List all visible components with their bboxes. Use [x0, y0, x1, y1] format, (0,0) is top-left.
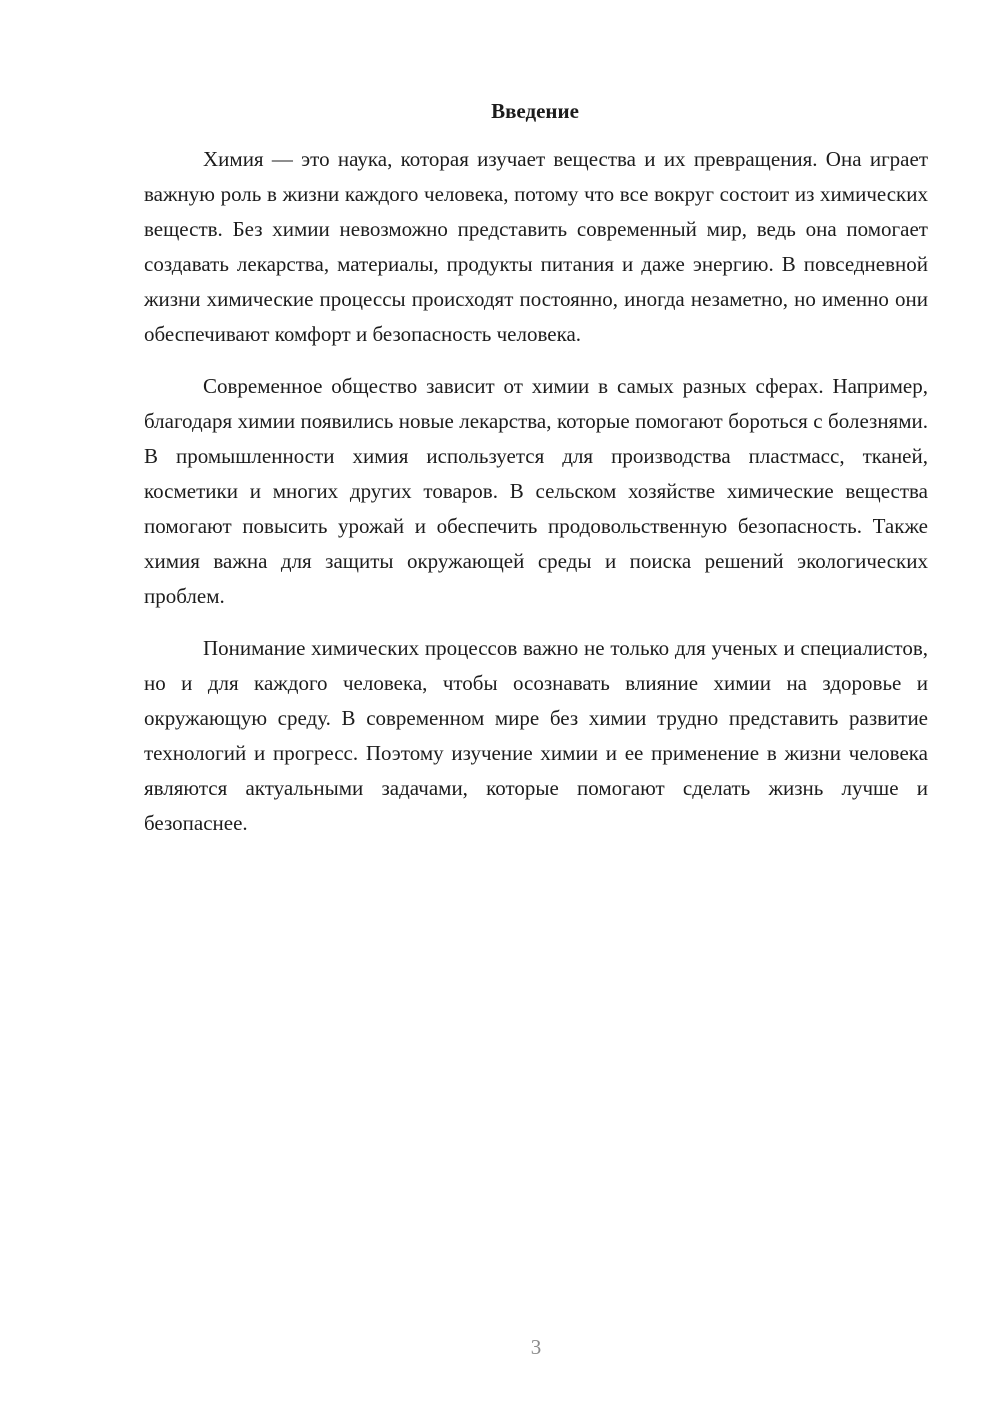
document-body [144, 142, 928, 858]
page-title: Введение [491, 99, 579, 123]
page-number: 3 [530, 1335, 542, 1359]
paragraph-3: Понимание химических процессов важно не только для ученых и специалистов, но и для каждого человека, чтобы осознавать влияние химии на здоровье и окружающую среду. В современном мире без химии трудно представить развитие технологий и прогресс. Поэтому изучение химии и ее применение в жизни человека являются актуальными задачами, которые помогают сделать жизнь лучше и безопаснее. [144, 636, 928, 835]
paragraph-2: Современное общество зависит от химии в самых разных сферах. Например, благодаря химии появились новые лекарства, которые помогают бороться с болезнями. В промышленности химия используется для производства пластмасс, тканей, косметики и многих других товаров. В сельском хозяйстве химические вещества помогают повысить урожай и обеспечить продовольственную безопасность. Также химия важна для защиты окружающей среды и поиска решений экологических проблем. [144, 374, 928, 608]
paragraph-1: Химия — это наука, которая изучает вещества и их превращения. Она играет важную роль в жизни каждого человека, потому что все вокруг состоит из химических веществ. Без химии невозможно представить современный мир, ведь она помогает создавать лекарства, материалы, продукты питания и даже энергию. В повседневной жизни химические процессы происходят постоянно, иногда незаметно, но именно они обеспечивают комфорт и безопасность человека. [144, 147, 928, 346]
